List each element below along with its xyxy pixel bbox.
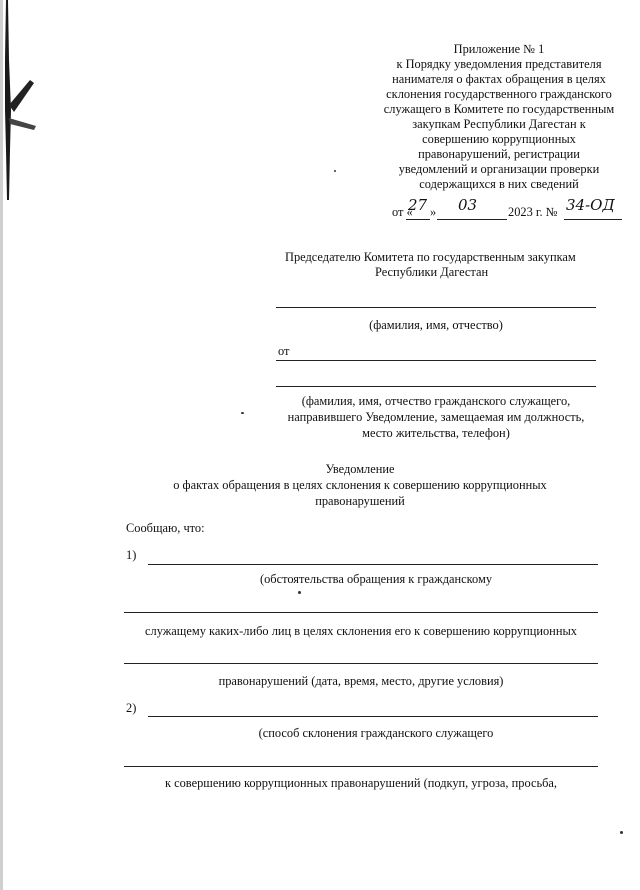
item-1-blank-line-1	[148, 564, 598, 565]
item-1-number: 1)	[126, 548, 137, 562]
appendix-line-6: совершению коррупционных	[422, 132, 576, 146]
item-1-caption-2: служащему каких-либо лиц в целях склонения его к совершению коррупционных	[145, 624, 577, 638]
date-prefix: от «	[392, 205, 413, 219]
appendix-line-2: нанимателя о фактах обращения в целях	[392, 72, 606, 86]
date-mid: »	[430, 205, 437, 219]
appendix-line-9: содержащихся в них сведений	[419, 177, 579, 191]
date-month-handwritten: 03	[458, 196, 478, 214]
date-year-label: 2023 г. №	[508, 205, 558, 219]
scan-speck	[334, 170, 336, 172]
notice-title: Уведомление	[325, 462, 395, 476]
date-month-underline	[437, 219, 507, 220]
sender-blank-line-2	[276, 386, 596, 387]
sender-blank-line-1	[276, 360, 596, 361]
sender-caption-1: (фамилия, имя, отчество гражданского служащего,	[301, 394, 571, 408]
item-2-blank-line-2	[124, 766, 598, 767]
item-1-blank-line-2	[124, 612, 598, 613]
notice-subtitle-2: правонарушений	[315, 494, 405, 508]
from-label: от	[278, 344, 290, 358]
appendix-title: Приложение № 1	[453, 42, 545, 56]
item-1-caption-1: (обстоятельства обращения к гражданскому	[259, 572, 493, 586]
item-2-caption-2: к совершению коррупционных правонарушений (подкуп, угроза, просьба,	[165, 776, 557, 790]
scan-margin-mark	[0, 0, 50, 210]
item-2-caption-1: (способ склонения гражданского служащего	[258, 726, 494, 740]
date-day-handwritten: 27	[408, 196, 428, 214]
sender-caption-3: место жительства, телефон)	[362, 426, 510, 440]
scan-speck	[241, 412, 244, 414]
scan-speck	[620, 831, 623, 834]
item-2-blank-line-1	[148, 716, 598, 717]
appendix-line-5: закупкам Республики Дагестан к	[412, 117, 586, 131]
item-1-caption-3: правонарушений (дата, время, место, другие условия)	[218, 674, 504, 688]
fio-caption: (фамилия, имя, отчество)	[369, 318, 503, 332]
appendix-line-3: склонения государственного гражданского	[386, 87, 612, 101]
addressee-line-1: Председателю Комитета по государственным закупкам	[285, 250, 576, 264]
document-number-handwritten: 34-ОД	[566, 196, 615, 214]
intro-text: Сообщаю, что:	[126, 521, 205, 535]
document-number-underline	[564, 219, 622, 220]
sender-caption-2: направившего Уведомление, замещаемая им должность,	[287, 410, 585, 424]
item-2-number: 2)	[126, 701, 137, 715]
scan-speck	[298, 591, 301, 594]
appendix-line-7: правонарушений, регистрации	[418, 147, 580, 161]
appendix-line-4: служащего в Комитете по государственным	[383, 102, 615, 116]
notice-subtitle-1: о фактах обращения в целях склонения к совершению коррупционных	[173, 478, 547, 492]
appendix-line-1: к Порядку уведомления представителя	[396, 57, 602, 71]
appendix-line-8: уведомлений и организации проверки	[398, 162, 600, 176]
item-1-blank-line-3	[124, 663, 598, 664]
fio-blank-line	[276, 307, 596, 308]
addressee-line-2: Республики Дагестан	[375, 265, 489, 279]
date-day-underline	[406, 219, 430, 220]
